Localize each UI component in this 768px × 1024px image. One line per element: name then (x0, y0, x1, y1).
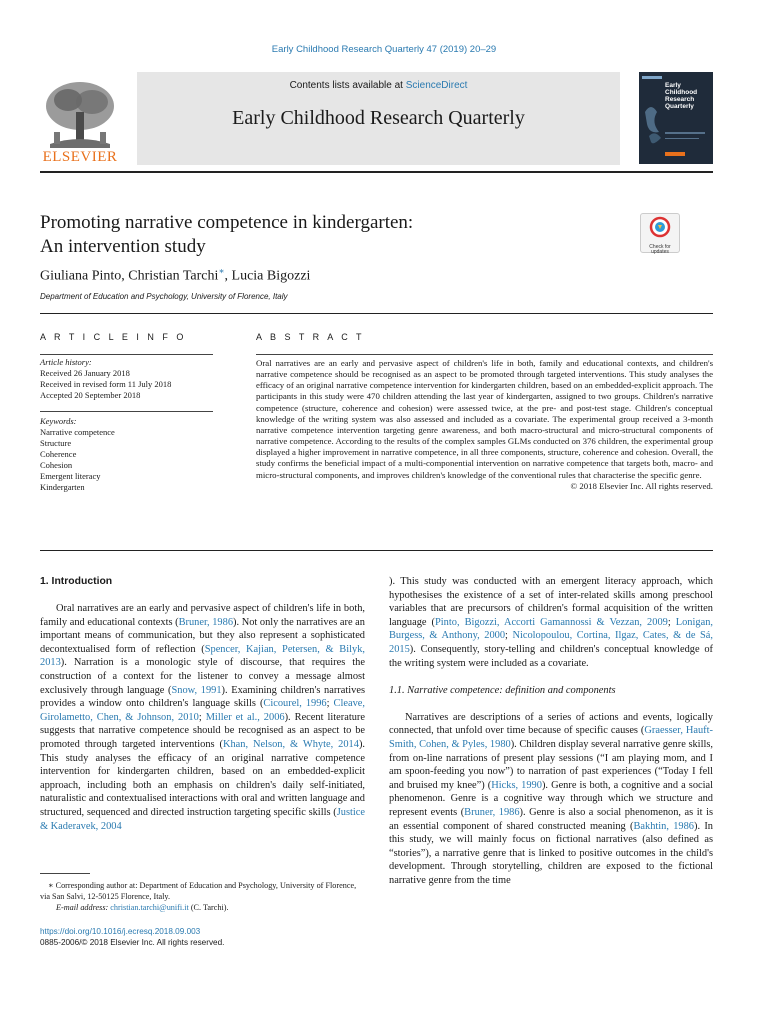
citation-link[interactable]: Snow, 1991 (171, 684, 222, 696)
keyword: Narrative competence (40, 427, 115, 437)
subsection-heading: 1.1. Narrative competence: definition and components (389, 685, 616, 697)
article-history (40, 357, 213, 401)
body-column-right (389, 575, 713, 887)
text-run: ). Narration is a monologic style of discourse, that requires the construction of a context for the listener to convey a message almost exclusively through language ( (40, 657, 365, 696)
keyword: Coherence (40, 449, 77, 459)
abstract-text: Oral narratives are an early and pervasive aspect of children's life in both, family and educational contexts, and children's narrative competence should be recognised as an aspect to be promoted through targeted interventions. This study analyses the efficacy of an original narrative competence intervention for kindergarten children, based on an embedded-explicit approach. The participants in this study were 470 children attending the last year of kindergarten, assigned to two groups. Children's narrative competence (structure, coherence and cohesion) were assessed twice, at the pre- and post-test stage. Children's conceptual knowledge of the writing system was also assessed and included as a covariate. The experimental group received a 3-month narrative competence intervention targeting genre awareness, and both macro-structural and micro-structural components of narrative competence. According to the results of the complex samples GLMs conducted on 376 children, the experimental group displayed a higher improvement in narrative competence, in all three components, structure, coherence and cohesion. Overall, the study confirms the beneficial impact of a multi-componential intervention on narrative competence that targets both, macro- and micro-structural components, and improves children's knowledge of the conventional rules that characterise the specific genre. (256, 358, 713, 480)
abstract (256, 358, 713, 492)
text-run: ). Examining children's narratives provides a window onto children's language skills ( (40, 684, 366, 710)
citation-link[interactable]: Nicolopoulou, Cortina, Ilgaz, Cates, & de Sá, 2015 (389, 630, 713, 655)
history-item: Received 26 January 2018 (40, 368, 130, 378)
citation-link[interactable]: Graesser, Hauft-Smith, Cohen, & Pyles, 1980 (389, 725, 713, 750)
text-run: ). In this study, we will mainly focus on fictional narratives (also defined as “stories”), a narrative genre that is linked to positive outcomes in the child's development. Through storytelling, children are exposed to the fictional narrative genre from the time (389, 820, 713, 886)
title-line-1: Promoting narrative competence in kindergarten: (40, 212, 414, 233)
citation-link[interactable]: Spencer, Kajian, Petersen, & Bilyk, 2013 (40, 643, 365, 669)
title-line-2: An intervention study (40, 236, 206, 257)
sciencedirect-link[interactable]: ScienceDirect (405, 80, 468, 91)
keyword: Kindergarten (40, 482, 85, 492)
author-list (40, 266, 310, 285)
citation-link[interactable]: Miller et al., 2006 (205, 711, 285, 723)
doi-block (40, 926, 224, 948)
text-run: ). Recent literature suggests that narrative competence should be recognised as an aspect to be promoted through targeted interventions ( (40, 711, 365, 750)
text-run: ; (505, 630, 513, 642)
introduction-heading: 1. Introduction (40, 576, 113, 587)
text-run: ). Not only the narratives are an important means of communication, but they also represent a sophisticated decontextualised form of reflection ( (40, 616, 365, 655)
doi-link[interactable]: https://doi.org/10.1016/j.ecresq.2018.09.003 (40, 927, 201, 936)
keywords-label: Keywords: (40, 416, 77, 426)
check-updates-label: Check for updates (649, 244, 671, 255)
email-line (40, 902, 365, 913)
text-run: Narratives are descriptions of a series of actions and events, logically connected, that unfold over time because of specific causes ( (389, 711, 713, 737)
body-rule (40, 550, 713, 551)
footnote (40, 880, 365, 913)
email-suffix: (C. Tarchi). (188, 903, 229, 912)
corresponding-author-note: ∗ Corresponding author at: Department of Education and Psychology, University of Florence, via San Salvi, 12-50125 Florence, Italy. (40, 881, 357, 901)
abstract-copyright: © 2018 Elsevier Inc. All rights reserved. (570, 480, 713, 491)
authors-part-1: Giuliana Pinto, Christian Tarchi (40, 268, 219, 284)
text-run: ; (326, 698, 334, 710)
citation-link[interactable]: Bruner, 1986 (464, 806, 520, 818)
citation-link[interactable]: Lonigan, Burgess, & Anthony, 2000 (389, 616, 713, 642)
check-updates-icon (641, 214, 679, 240)
citation-link[interactable]: Bruner, 1986 (178, 616, 234, 628)
issn-line: 0885-2006/© 2018 Elsevier Inc. All rights reserved. (40, 938, 225, 947)
history-item: Accepted 20 September 2018 (40, 390, 141, 400)
keyword: Cohesion (40, 460, 73, 470)
article-info-heading: A R T I C L E I N F O (40, 332, 187, 342)
text-run: ). This study analyses the efficacy of an original narrative competence intervention for kindergarten children, based on an embedded-explicit approach, including both an emphasis on children's daily self-initiated, naturalistic and contextualised interactions with oral and written language and structured, sequenced and directed instruction targeting specific skills ( (40, 738, 365, 818)
text-run: ; (198, 711, 206, 723)
citation-link[interactable]: Bakhtin, 1986 (633, 820, 695, 832)
text-run: ). Genre is also a social phenomenon, as it is an essential component of shared constructed meaning ( (389, 806, 713, 832)
keywords-list (40, 416, 213, 493)
check-for-updates-badge[interactable] (640, 213, 680, 253)
citation-link[interactable]: Hicks, 1990 (491, 779, 542, 791)
journal-reference-link[interactable]: Early Childhood Research Quarterly 47 (2019) 20–29 (271, 44, 497, 55)
authors-part-2: , Lucia Bigozzi (224, 268, 311, 284)
text-run: ). This study was conducted with an emergent literacy approach, which hypothesises the existence of a set of inter-related skills among preschool variables that are precursors of children's formal acquisition of the written language ( (389, 576, 713, 628)
citation-link[interactable]: Cleave, Girolametto, Chen, & Johnson, 2010 (40, 698, 365, 723)
corresponding-author-mark[interactable]: ∗ (218, 266, 225, 276)
article-title (40, 211, 600, 259)
text-run: ). Consequently, story-telling and children's conceptual knowledge of the writing system were included as a covariate. (389, 643, 713, 669)
journal-cover-image[interactable] (639, 72, 713, 164)
email-label: E-mail address: (56, 903, 111, 912)
narrative-paragraph (389, 711, 713, 888)
abstract-heading: A B S T R A C T (256, 332, 365, 342)
citation-link[interactable]: Khan, Nelson, & Whyte, 2014 (222, 738, 359, 750)
citation-link[interactable]: Justice & Kaderavek, 2004 (40, 806, 365, 832)
affiliation: Department of Education and Psychology, University of Florence, Italy (40, 292, 288, 301)
email-link[interactable]: christian.tarchi@unifi.it (110, 903, 189, 912)
text-run: ). Genre is both, a cognitive and a social phenomenon. Genre is a cognitive way through which we structure and represent events ( (389, 779, 714, 818)
body-column-left (40, 602, 365, 833)
history-item: Received in revised form 11 July 2018 (40, 379, 172, 389)
journal-title[interactable]: Early Childhood Research Quarterly (232, 107, 525, 129)
intro-paragraph-continued (389, 575, 713, 670)
keywords-rule (40, 411, 213, 412)
article-info-rule (40, 354, 213, 355)
intro-paragraph (40, 602, 365, 833)
keyword: Structure (40, 438, 72, 448)
section-rule (40, 313, 713, 314)
keyword: Emergent literacy (40, 471, 101, 481)
citation-link[interactable]: Cicourel, 1996 (263, 698, 327, 710)
history-label: Article history: (40, 357, 92, 367)
text-run: Oral narratives are an early and pervasive aspect of children's life in both, family and educational contexts ( (40, 603, 365, 628)
header-rule (40, 171, 713, 173)
text-run: ). Children display several narrative genre skills, from on-line narrations of present play sessions (“I am playing mom, and I am spoon-feeding you now”) to narration of past experiences (“Today I fell and bruised my knee”) ( (389, 738, 713, 791)
cover-title: Early Childhood Research Quarterly (665, 82, 698, 110)
elsevier-wordmark: ELSEVIER (42, 149, 118, 165)
text-run: ; (667, 616, 676, 628)
contents-line (137, 80, 620, 91)
footnote-rule (40, 873, 90, 874)
abstract-rule (256, 354, 713, 355)
contents-prefix: Contents lists available at (289, 80, 406, 91)
citation-link[interactable]: Pinto, Bigozzi, Accorti Gamannossi & Vezzan, 2009 (435, 616, 668, 628)
